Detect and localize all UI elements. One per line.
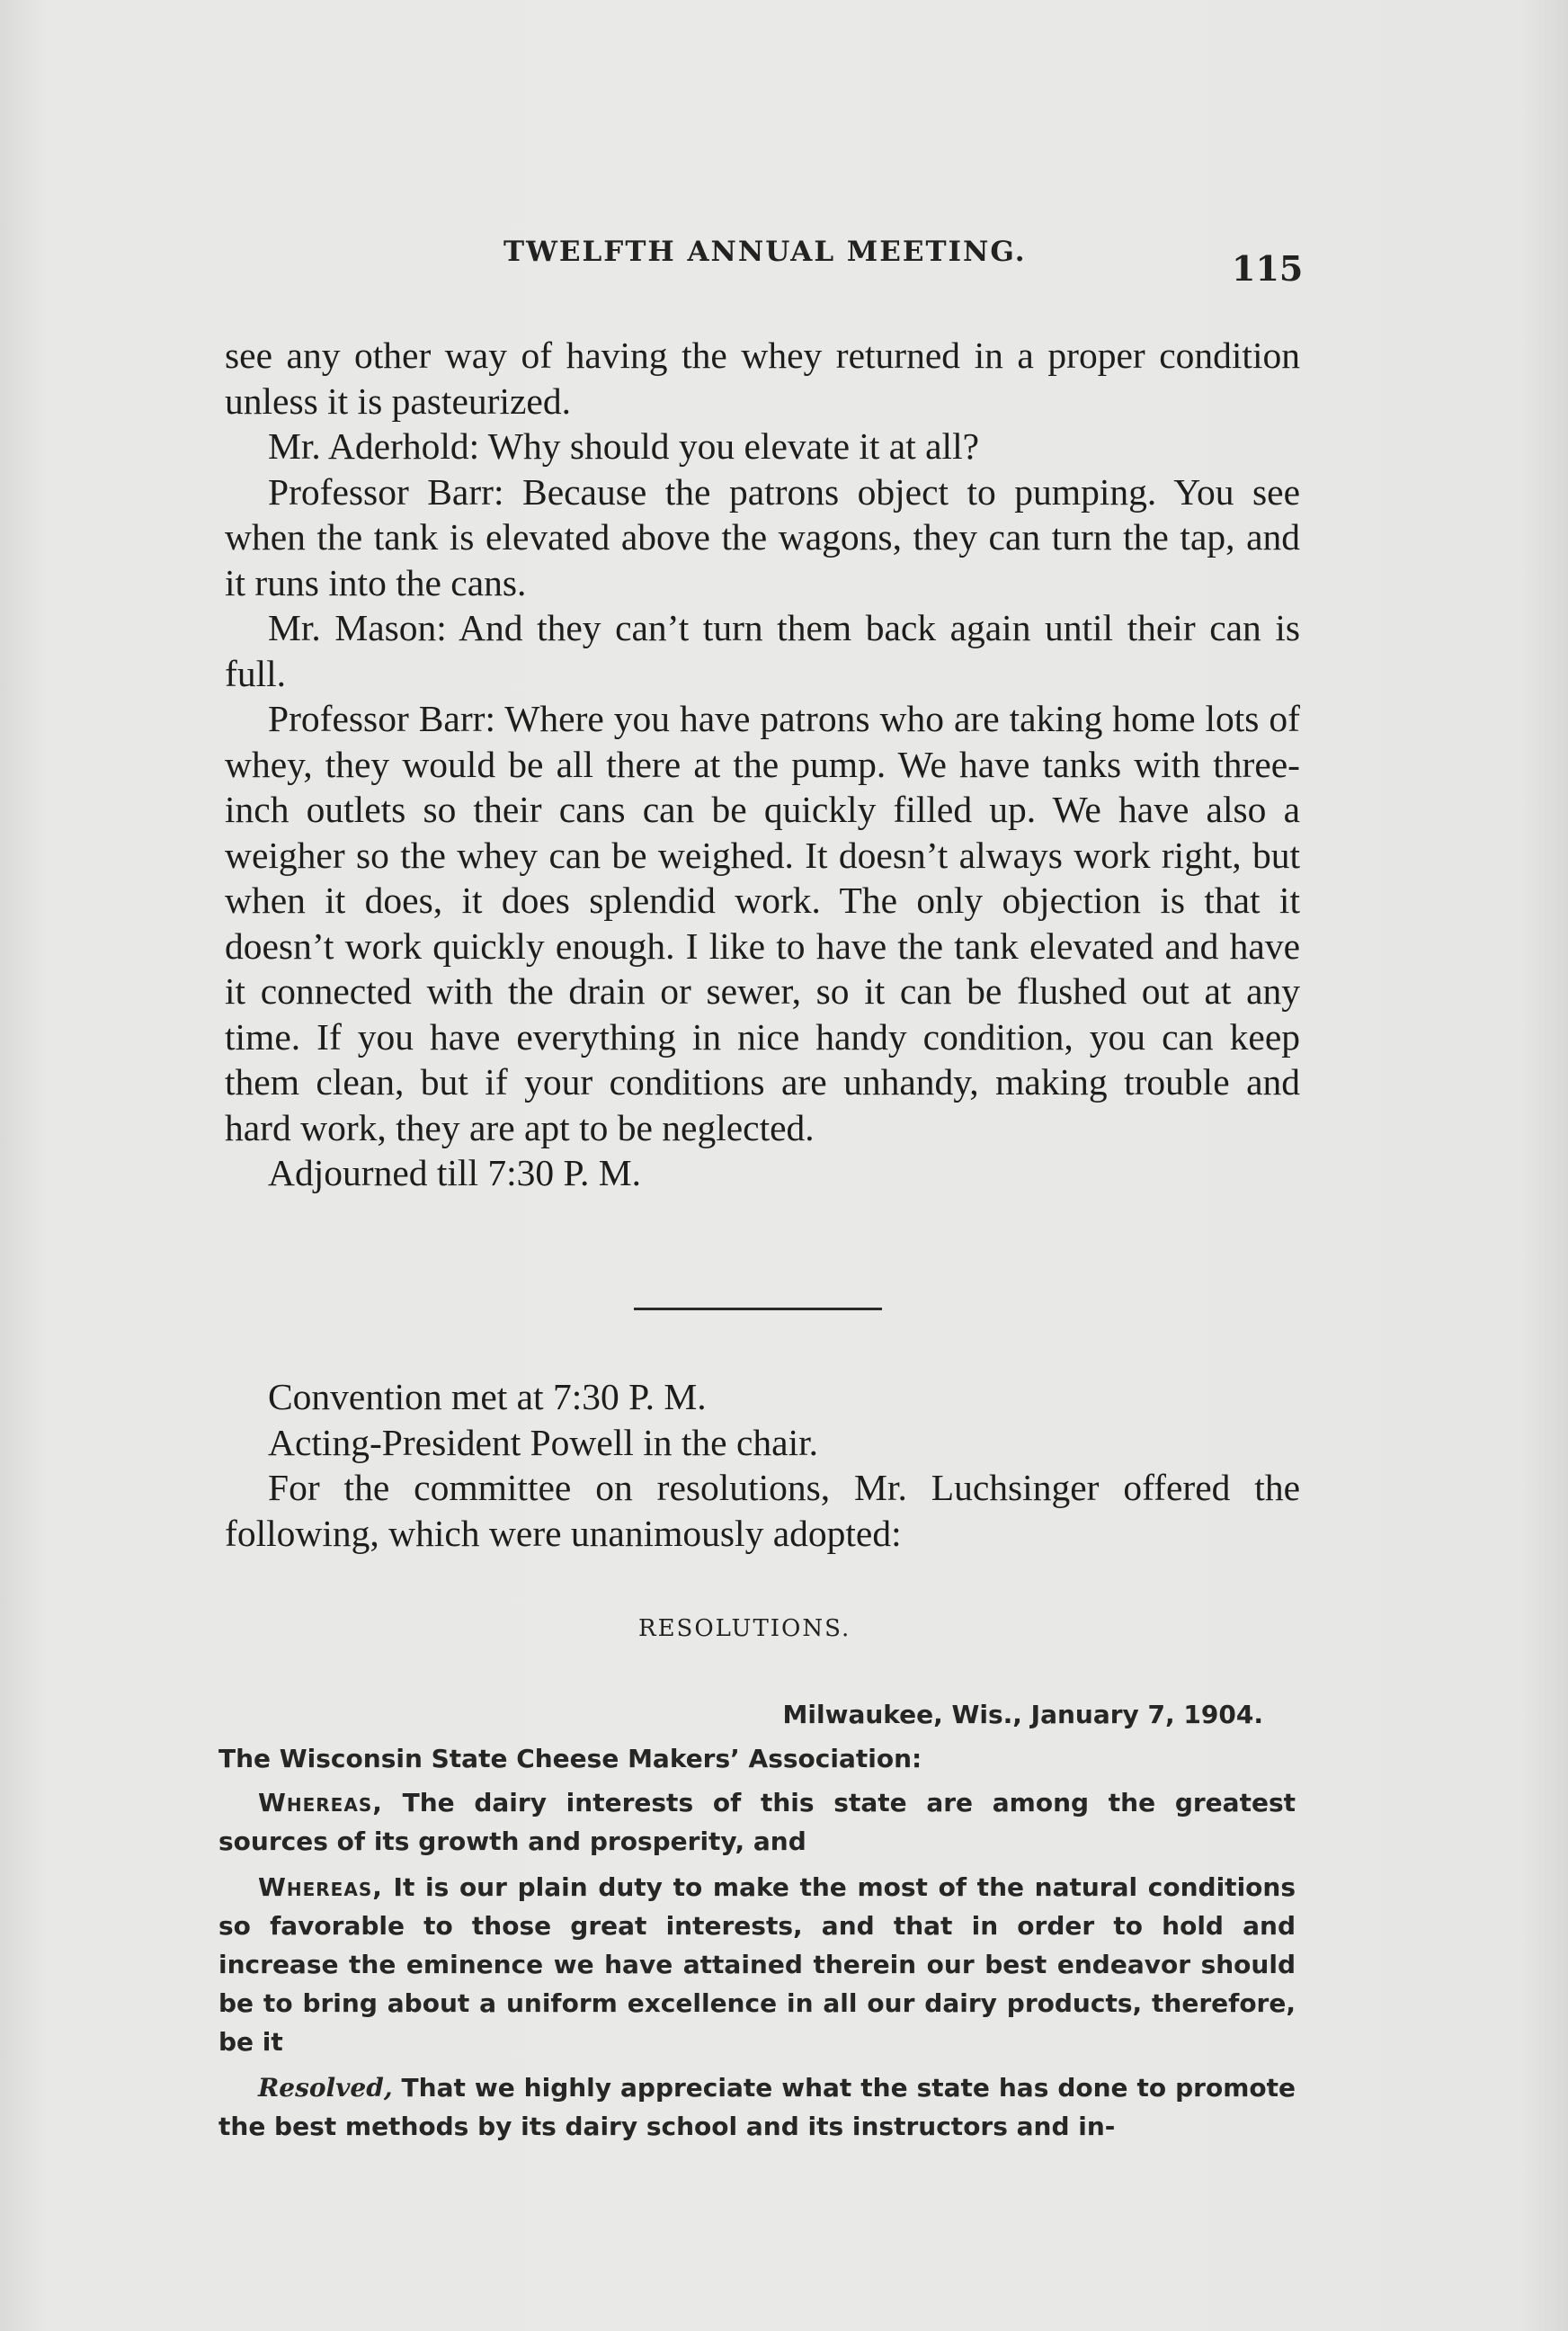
resolutions-body (218, 1695, 1296, 2153)
clause-text: That we highly appreciate what the state has done to promote the best methods by its dairy school and its instructors and in- (218, 2073, 1296, 2141)
paragraph: see any other way of having the whey returned in a proper condition unless it is pasteurized. (225, 335, 1300, 422)
resolution-clause (218, 1783, 1296, 1861)
resolution-clause (218, 2068, 1296, 2146)
paragraph: Professor Barr: Where you have patrons who are taking home lots of whey, they would be all there at the pump. We have tanks with three-inch outlets so their cans can be quickly filled up. We have also a weigher so the whey can be weighed. It doesn’t always work right, but when it does, it does splendid work. The only objection is that it doesn’t work quickly enough. I like to have the tank elevated and have it connected with the drain or sewer, so it can be flushed out at any time. If you have everything in nice handy condition, you can keep them clean, but if your conditions are unhandy, making trouble and hard work, they are apt to be neglected. (225, 698, 1300, 1148)
section-divider (634, 1308, 882, 1310)
paragraph: For the committee on resolutions, Mr. Luchsinger offered the following, which were unanimously adopted: (225, 1467, 1300, 1554)
paragraph: Acting-President Powell in the chair. (268, 1421, 819, 1463)
clause-lead: Whereas, (258, 1788, 383, 1817)
paragraph: Adjourned till 7:30 P. M. (268, 1152, 642, 1193)
address-line: The Wisconsin State Cheese Makers’ Association: (218, 1744, 922, 1773)
clause-text: The dairy interests of this state are among the greatest sources of its growth and prosperity, and (218, 1788, 1296, 1856)
running-header: TWELFTH ANNUAL MEETING. (503, 236, 1027, 268)
page-number: 115 (1232, 248, 1304, 289)
paragraph: Mr. Aderhold: Why should you elevate it at all? (268, 425, 980, 467)
clause-text: It is our plain duty to make the most of the natural conditions so favorable to those great interests, and that in order to hold and increase the eminence we have attained therein our best endeavor should be to bring about a uniform excellence in all our dairy products, therefore, be it (218, 1872, 1296, 2057)
evening-session-text (225, 1374, 1300, 1556)
clause-lead: Whereas, (258, 1872, 383, 1902)
paragraph: Professor Barr: Because the patrons object to pumping. You see when the tank is elevated above the wagons, they can turn the tap, and it runs into the cans. (225, 470, 1300, 603)
resolutions-heading: RESOLUTIONS. (638, 1615, 851, 1642)
discussion-text (225, 333, 1300, 1196)
paragraph: Mr. Mason: And they can’t turn them back again until their can is full. (225, 607, 1300, 694)
dateline: Milwaukee, Wis., January 7, 1904. (782, 1700, 1263, 1729)
clause-lead: Resolved, (258, 2073, 393, 2103)
resolution-clause (218, 1868, 1296, 2061)
paragraph: Convention met at 7:30 P. M. (268, 1376, 707, 1417)
